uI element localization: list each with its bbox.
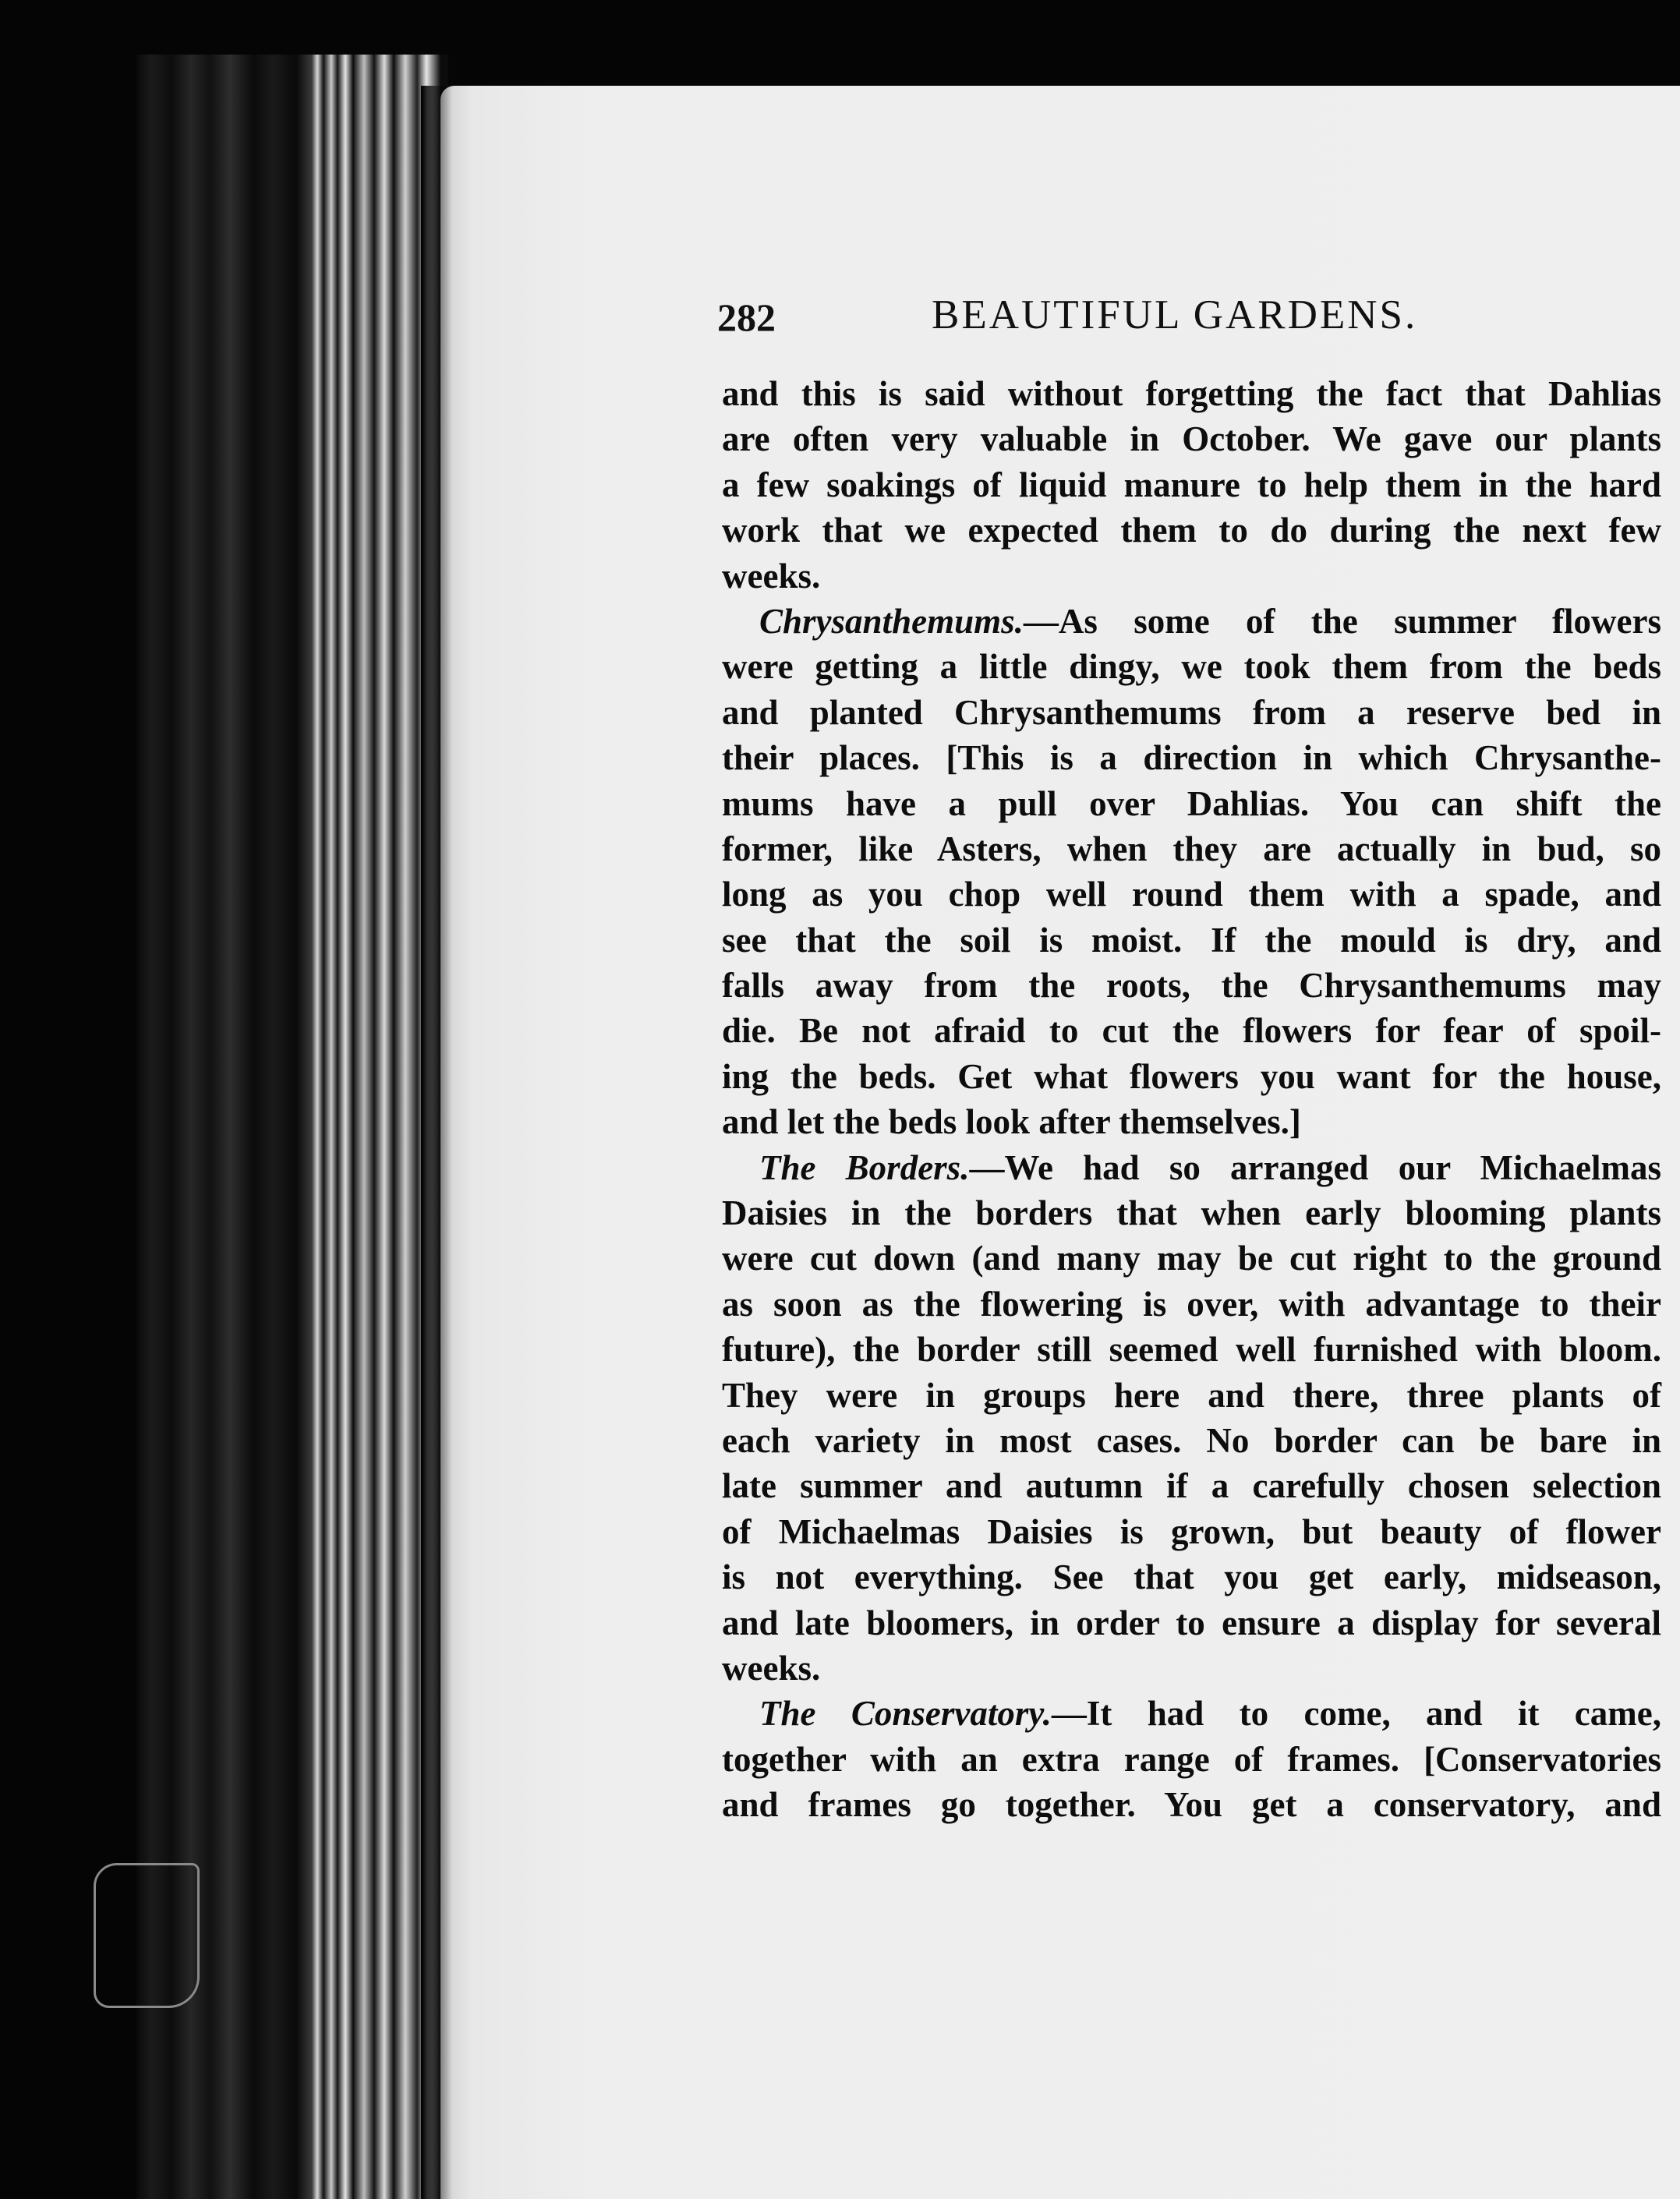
text-line: Daisies in the borders that when early blooming plants — [722, 1193, 1661, 1233]
section-title-chrysanthemums: Chrysanthemums. — [759, 601, 1024, 641]
text-line: They were in groups here and there, three plants of — [722, 1375, 1661, 1415]
page-header-title: BEAUTIFUL GARDENS. — [932, 292, 1418, 338]
text-line: weeks. — [722, 556, 821, 596]
text-line: and this is said without forgetting the fact that Dahlias — [722, 374, 1661, 413]
text-line: a few soakings of liquid manure to help them in the hard — [722, 465, 1661, 504]
text-line: mums have a pull over Dahlias. You can shift the — [722, 783, 1661, 823]
text-line: long as you chop well round them with a spade, and — [722, 875, 1661, 914]
text-line: of Michaelmas Daisies is grown, but beauty of flower — [722, 1511, 1661, 1551]
text-line: falls away from the roots, the Chrysanthemums may — [722, 966, 1661, 1006]
text-line: work that we expected them to do during the next few — [722, 511, 1661, 550]
text-line: future), the border still seemed well furnished with bloom. — [722, 1330, 1661, 1370]
text-line: and planted Chrysanthemums from a reserve bed in — [722, 692, 1661, 732]
text-line: is not everything. See that you get early, midseason, — [722, 1557, 1661, 1597]
page-number: 282 — [717, 295, 776, 339]
running-head — [717, 292, 1668, 349]
section-title-conservatory: The Conservatory. — [759, 1694, 1052, 1734]
text-line: die. Be not afraid to cut the flowers for fear of spoil- — [722, 1011, 1661, 1051]
text-line: late summer and autumn if a carefully chosen selection — [722, 1466, 1661, 1506]
text-line: are often very valuable in October. We gave our plants — [722, 419, 1661, 459]
text-line: each variety in most cases. No border can be bare in — [722, 1420, 1661, 1460]
gutter-shadow — [421, 86, 452, 2199]
text-line: see that the soil is moist. If the mould is dry, and — [722, 920, 1661, 960]
section-heading-line: The Conservatory.—It had to come, and it came, — [759, 1694, 1661, 1734]
section-heading-line: The Borders.—We had so arranged our Michaelmas — [759, 1147, 1662, 1187]
text-line: as soon as the flowering is over, with advantage to their — [722, 1284, 1661, 1324]
text-line: and frames go together. You get a conservatory, and — [722, 1785, 1661, 1825]
text-line: former, like Asters, when they are actually in bud, so — [722, 829, 1661, 868]
text-line: and late bloomers, in order to ensure a display for several — [722, 1603, 1661, 1642]
text-line: their places. [This is a direction in which Chrysanthe- — [722, 738, 1661, 778]
section-title-borders: The Borders. — [759, 1147, 970, 1187]
text-line: weeks. — [722, 1648, 821, 1688]
body-text — [722, 371, 1661, 1828]
section-heading-line: Chrysanthemums.—As some of the summer flowers — [759, 601, 1661, 641]
text-line: were getting a little dingy, we took them from the beds — [722, 647, 1661, 687]
text-line: were cut down (and many may be cut right to the ground — [722, 1239, 1661, 1278]
text-line: ing the beds. Get what flowers you want for the house, — [722, 1056, 1661, 1096]
page-corner-fold — [94, 1863, 200, 2008]
text-line: together with an extra range of frames. [Conservatories — [722, 1739, 1661, 1779]
text-line: and let the beds look after themselves.] — [722, 1102, 1301, 1142]
